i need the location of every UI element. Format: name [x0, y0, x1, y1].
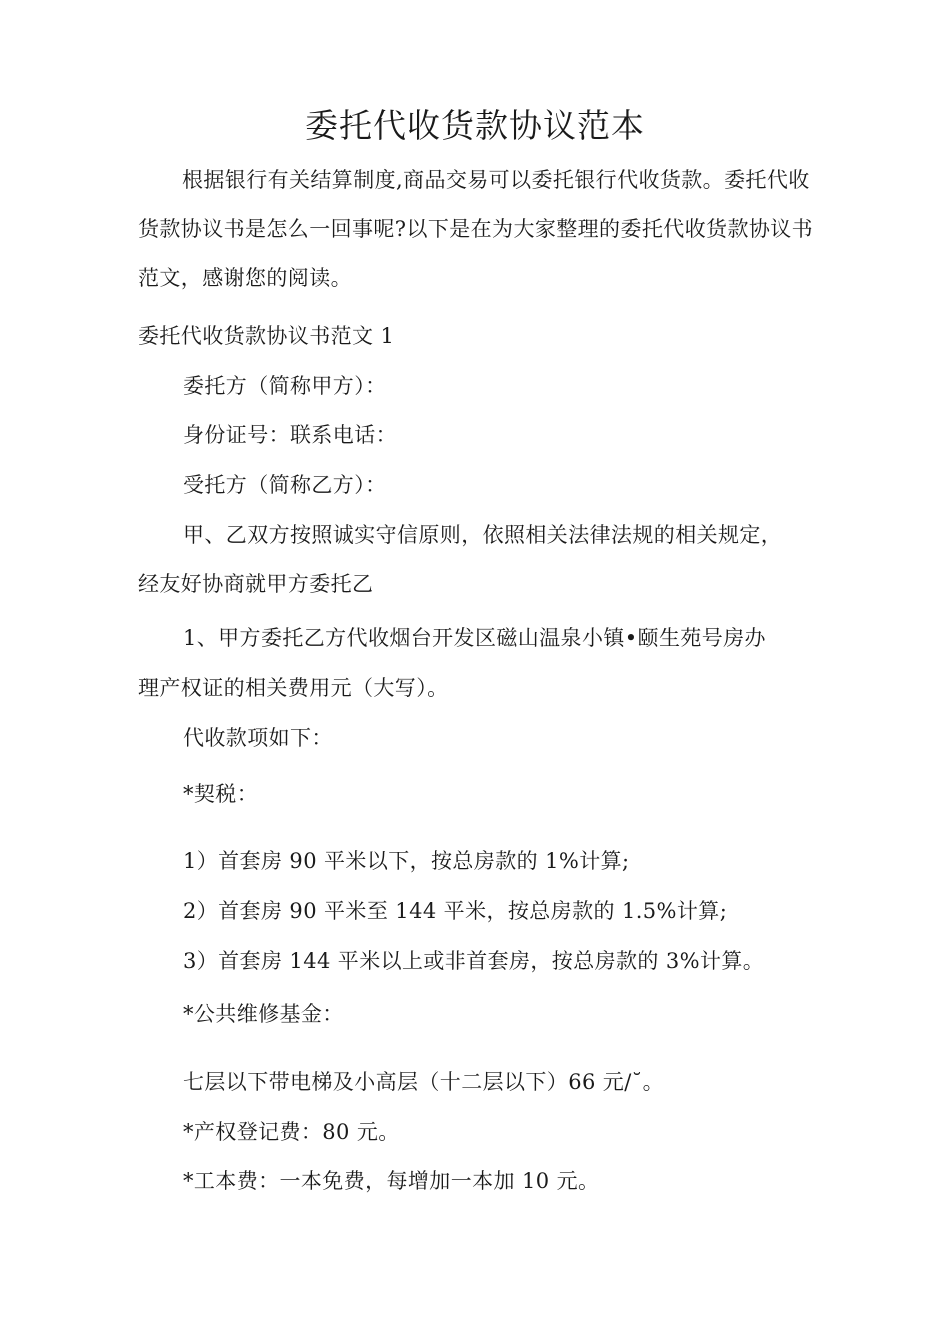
id-phone-line: 身份证号：联系电话：	[183, 423, 397, 447]
intro-paragraph	[138, 156, 818, 303]
item1-line-1: 1、甲方委托乙方代收烟台开发区磁山温泉小镇•颐生苑号房办	[183, 626, 766, 650]
booklet-fee: *工本费：一本免费，每增加一本加 10 元。	[183, 1169, 600, 1193]
deed-tax-item-3: 3）首套房 144 平米以上或非首套房，按总房款的 3%计算。	[183, 949, 765, 973]
maintenance-detail: 七层以下带电梯及小高层（十二层以下）66 元/˘。	[183, 1070, 664, 1094]
principle-line-1: 甲、乙双方按照诚实守信原则，依照相关法律法规的相关规定，	[183, 523, 783, 547]
document-title: 委托代收货款协议范本	[305, 106, 645, 145]
deed-tax-heading: *契税：	[183, 782, 259, 806]
client-line: 委托方（简称甲方）：	[183, 374, 387, 398]
section-heading: 委托代收货款协议书范文 1	[138, 324, 395, 348]
deed-tax-item-1: 1）首套房 90 平米以下，按总房款的 1%计算;	[183, 849, 630, 873]
trustee-line: 受托方（简称乙方）：	[183, 473, 387, 497]
maintenance-heading: *公共维修基金：	[183, 1002, 344, 1026]
deed-tax-item-2: 2）首套房 90 平米至 144 平米，按总房款的 1.5%计算;	[183, 899, 728, 923]
intro-text: 根据银行有关结算制度,商品交易可以委托银行代收货款。委托代收货款协议书是怎么一回事呢?以下是在为大家整理的委托代收货款协议书范文，感谢您的阅读。	[138, 168, 814, 290]
registration-fee: *产权登记费：80 元。	[183, 1120, 400, 1144]
item1-line-2: 理产权证的相关费用元（大写）。	[138, 676, 449, 700]
items-heading: 代收款项如下：	[183, 726, 333, 750]
principle-line-2: 经友好协商就甲方委托乙	[138, 572, 374, 596]
